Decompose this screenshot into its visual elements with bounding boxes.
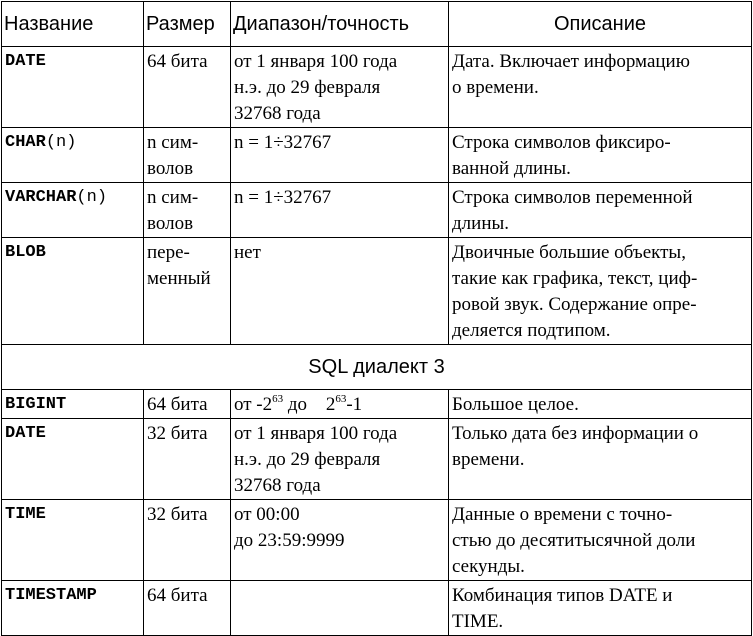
range-line: n = 1÷32767 bbox=[234, 132, 332, 153]
desc-line: деляется подтипом. bbox=[452, 320, 611, 341]
range-line bbox=[234, 392, 445, 418]
size-line: 32 бита bbox=[147, 504, 208, 525]
type-description bbox=[449, 183, 752, 238]
type-range bbox=[231, 581, 449, 636]
range-exponent: 63 bbox=[335, 393, 347, 405]
table-row bbox=[2, 238, 752, 345]
desc-line: Большое целое. bbox=[452, 394, 579, 415]
type-name-label: BLOB bbox=[5, 243, 46, 262]
desc-line: TIME. bbox=[452, 611, 504, 632]
range-line: нет bbox=[234, 242, 261, 263]
type-range bbox=[231, 128, 449, 183]
size-line: 64 бита bbox=[147, 51, 208, 72]
type-size bbox=[144, 419, 231, 500]
type-description bbox=[449, 390, 752, 419]
desc-line: стью до десятитысячной доли bbox=[452, 530, 696, 551]
range-line: от 1 января 100 года bbox=[234, 51, 398, 72]
size-line: волов bbox=[147, 158, 194, 179]
table-row bbox=[2, 419, 752, 500]
type-name-label: TIME bbox=[5, 505, 46, 524]
header-description: Описание bbox=[449, 2, 752, 47]
type-name-label: BIGINT bbox=[5, 395, 67, 414]
size-line: 32 бита bbox=[147, 423, 208, 444]
type-size bbox=[144, 47, 231, 128]
type-name bbox=[2, 581, 144, 636]
type-name bbox=[2, 183, 144, 238]
desc-line: ванной длины. bbox=[452, 158, 571, 179]
range-line: до 23:59:9999 bbox=[234, 530, 345, 551]
desc-line: Строка символов фиксиро- bbox=[452, 132, 671, 153]
desc-line: Дата. Включает информацию bbox=[452, 51, 690, 72]
table-row bbox=[2, 581, 752, 636]
type-size bbox=[144, 183, 231, 238]
desc-line: Комбинация типов DATE и bbox=[452, 585, 673, 606]
type-size bbox=[144, 581, 231, 636]
size-line: волов bbox=[147, 213, 194, 234]
size-line: 64 бита bbox=[147, 585, 208, 606]
size-line: пере- bbox=[147, 242, 190, 263]
header-name: Название bbox=[2, 2, 144, 47]
type-size bbox=[144, 390, 231, 419]
range-exponent: 63 bbox=[272, 393, 284, 405]
type-name bbox=[2, 500, 144, 581]
type-range bbox=[231, 47, 449, 128]
type-arg: (n) bbox=[45, 133, 77, 152]
range-to: до bbox=[283, 394, 312, 415]
range-line: 32768 года bbox=[234, 475, 321, 496]
desc-line: Двоичные большие объекты, bbox=[452, 242, 686, 263]
range-from: от -2 bbox=[234, 394, 273, 415]
type-name-label: VARCHAR bbox=[5, 188, 77, 207]
header-size: Размер bbox=[144, 2, 231, 47]
range-base: 2 bbox=[325, 394, 336, 415]
type-range bbox=[231, 390, 449, 419]
range-line: н.э. до 29 февраля bbox=[234, 449, 381, 470]
type-size bbox=[144, 500, 231, 581]
desc-line: Строка символов переменной bbox=[452, 187, 693, 208]
range-line: н.э. до 29 февраля bbox=[234, 77, 381, 98]
data-types-table bbox=[1, 1, 752, 636]
table-row bbox=[2, 47, 752, 128]
type-name-label: DATE bbox=[5, 424, 46, 443]
type-description bbox=[449, 238, 752, 345]
type-name bbox=[2, 47, 144, 128]
type-range bbox=[231, 183, 449, 238]
type-description bbox=[449, 500, 752, 581]
range-tail: -1 bbox=[346, 394, 363, 415]
table-row bbox=[2, 390, 752, 419]
header-range: Диапазон/точность bbox=[231, 2, 449, 47]
desc-line: длины. bbox=[452, 213, 509, 234]
range-line: от 1 января 100 года bbox=[234, 423, 398, 444]
type-name-label: TIMESTAMP bbox=[5, 586, 97, 605]
type-description bbox=[449, 581, 752, 636]
header-row bbox=[2, 2, 752, 47]
type-range bbox=[231, 500, 449, 581]
desc-line: Данные о времени с точно- bbox=[452, 504, 673, 525]
range-line: 32768 года bbox=[234, 103, 321, 124]
range-line: n = 1÷32767 bbox=[234, 187, 332, 208]
size-line: менный bbox=[147, 268, 211, 289]
type-name-label: DATE bbox=[5, 52, 46, 71]
desc-line: ровой звук. Содержание опре- bbox=[452, 294, 697, 315]
type-name-label: CHAR bbox=[5, 133, 46, 152]
type-name bbox=[2, 238, 144, 345]
type-range bbox=[231, 419, 449, 500]
size-line: n сим- bbox=[147, 187, 199, 208]
type-name bbox=[2, 128, 144, 183]
size-line: n сим- bbox=[147, 132, 199, 153]
desc-line: о времени. bbox=[452, 77, 539, 98]
type-name bbox=[2, 390, 144, 419]
type-description bbox=[449, 47, 752, 128]
type-size bbox=[144, 238, 231, 345]
desc-line: такие как графика, текст, циф- bbox=[452, 268, 698, 289]
type-description bbox=[449, 419, 752, 500]
table-row bbox=[2, 500, 752, 581]
section-title: SQL диалект 3 bbox=[2, 345, 752, 390]
table-row bbox=[2, 128, 752, 183]
table-row bbox=[2, 183, 752, 238]
desc-line: секунды. bbox=[452, 556, 525, 577]
range-line: от 00:00 bbox=[234, 504, 300, 525]
type-range bbox=[231, 238, 449, 345]
type-size bbox=[144, 128, 231, 183]
type-name bbox=[2, 419, 144, 500]
desc-line: времени. bbox=[452, 449, 525, 470]
type-arg: (n) bbox=[76, 188, 108, 207]
desc-line: Только дата без информации о bbox=[452, 423, 699, 444]
type-description bbox=[449, 128, 752, 183]
section-row bbox=[2, 345, 752, 390]
size-line: 64 бита bbox=[147, 394, 208, 415]
